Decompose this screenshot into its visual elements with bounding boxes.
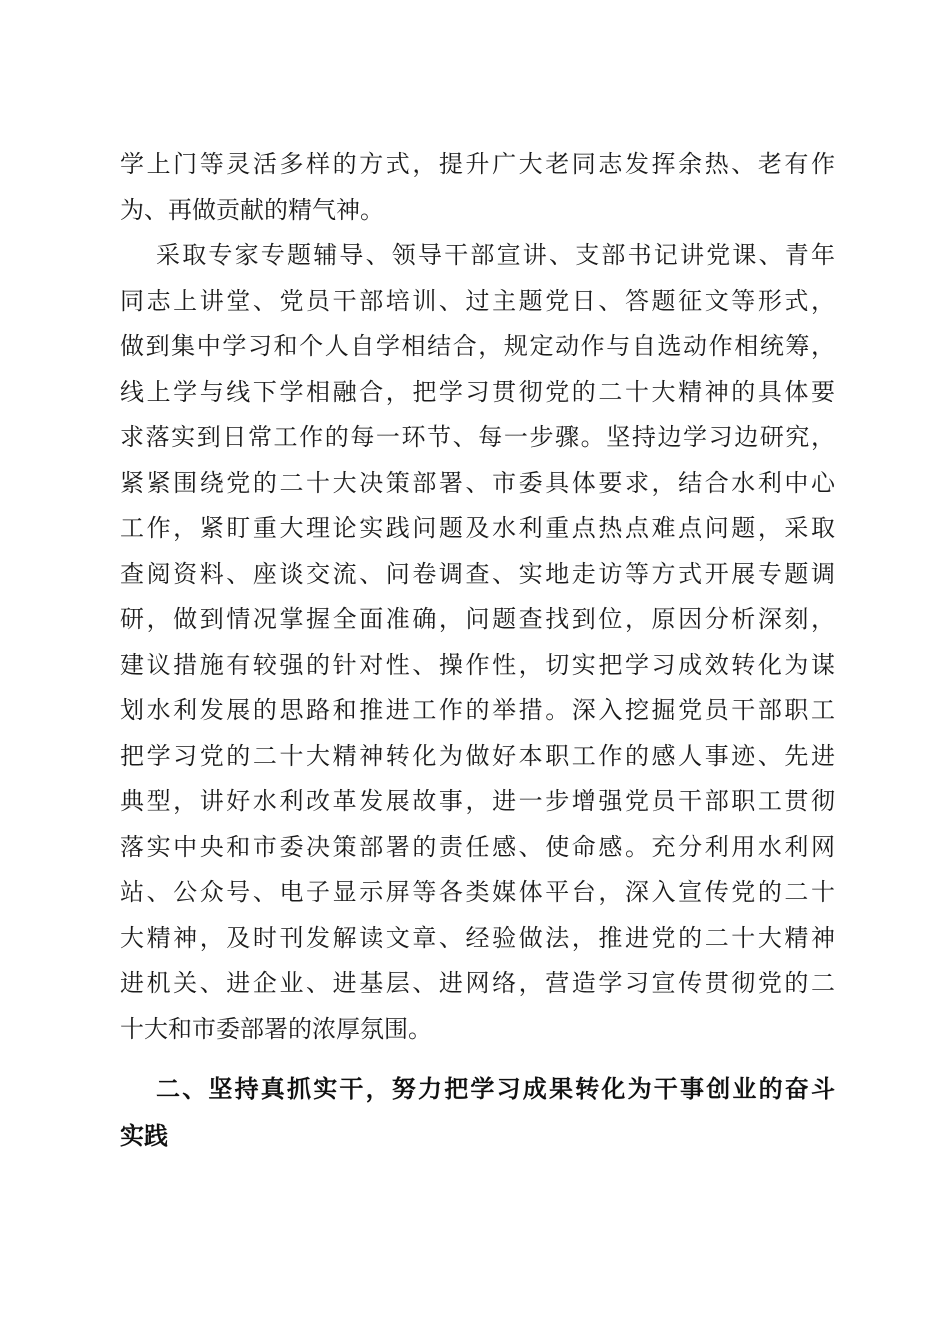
paragraph-2 (120, 233, 835, 1052)
text-line: 工作，紧盯重大理论实践问题及水利重点热点难点问题，采取 (120, 514, 835, 542)
text-line: 把学习党的二十大精神转化为做好本职工作的感人事迹、先进 (120, 741, 835, 770)
text-line: 学上门等灵活多样的方式，提升广大老同志发挥余热、老有作 (120, 150, 835, 178)
text-line: 同志上讲堂、党员干部培训、过主题党日、答题征文等形式， (120, 286, 835, 315)
text-line: 做到集中学习和个人自学相结合，规定动作与自选动作相统筹， (120, 332, 835, 360)
text-line: 求落实到日常工作的每一环节、每一步骤。坚持边学习边研究， (120, 423, 835, 451)
text-line: 紧紧围绕党的二十大决策部署、市委具体要求，结合水利中心 (120, 468, 835, 497)
text-line: 线上学与线下学相融合，把学习贯彻党的二十大精神的具体要 (120, 377, 835, 406)
text-line: 典型，讲好水利改革发展故事，进一步增强党员干部职工贯彻 (120, 787, 835, 815)
text-line: 为、再做贡献的精气神。 (120, 195, 384, 224)
document-body (120, 142, 835, 1160)
text-line: 研，做到情况掌握全面准确，问题查找到位，原因分析深刻， (120, 605, 835, 633)
text-line: 查阅资料、座谈交流、问卷调查、实地走访等方式开展专题调 (120, 559, 835, 588)
text-line: 落实中央和市委决策部署的责任感、使命感。充分利用水利网 (120, 832, 835, 861)
section-heading (120, 1066, 835, 1160)
text-line: 进机关、进企业、进基层、进网络，营造学习宣传贯彻党的二 (120, 969, 835, 997)
text-line: 大精神，及时刊发解读文章、经验做法，推进党的二十大精神 (120, 923, 835, 952)
text-line: 站、公众号、电子显示屏等各类媒体平台，深入宣传党的二十 (120, 878, 835, 906)
paragraph-1 (120, 142, 835, 233)
text-line: 采取专家专题辅导、领导干部宣讲、支部书记讲党课、青年 (156, 241, 835, 269)
text-line: 建议措施有较强的针对性、操作性，切实把学习成效转化为谋 (120, 650, 835, 679)
text-line: 十大和市委部署的浓厚氛围。 (120, 1014, 432, 1043)
heading-line: 二、坚持真抓实干，努力把学习成果转化为干事创业的奋斗 (156, 1075, 835, 1103)
heading-line: 实践 (120, 1122, 168, 1150)
text-line: 划水利发展的思路和推进工作的举措。深入挖掘党员干部职工 (120, 696, 835, 724)
